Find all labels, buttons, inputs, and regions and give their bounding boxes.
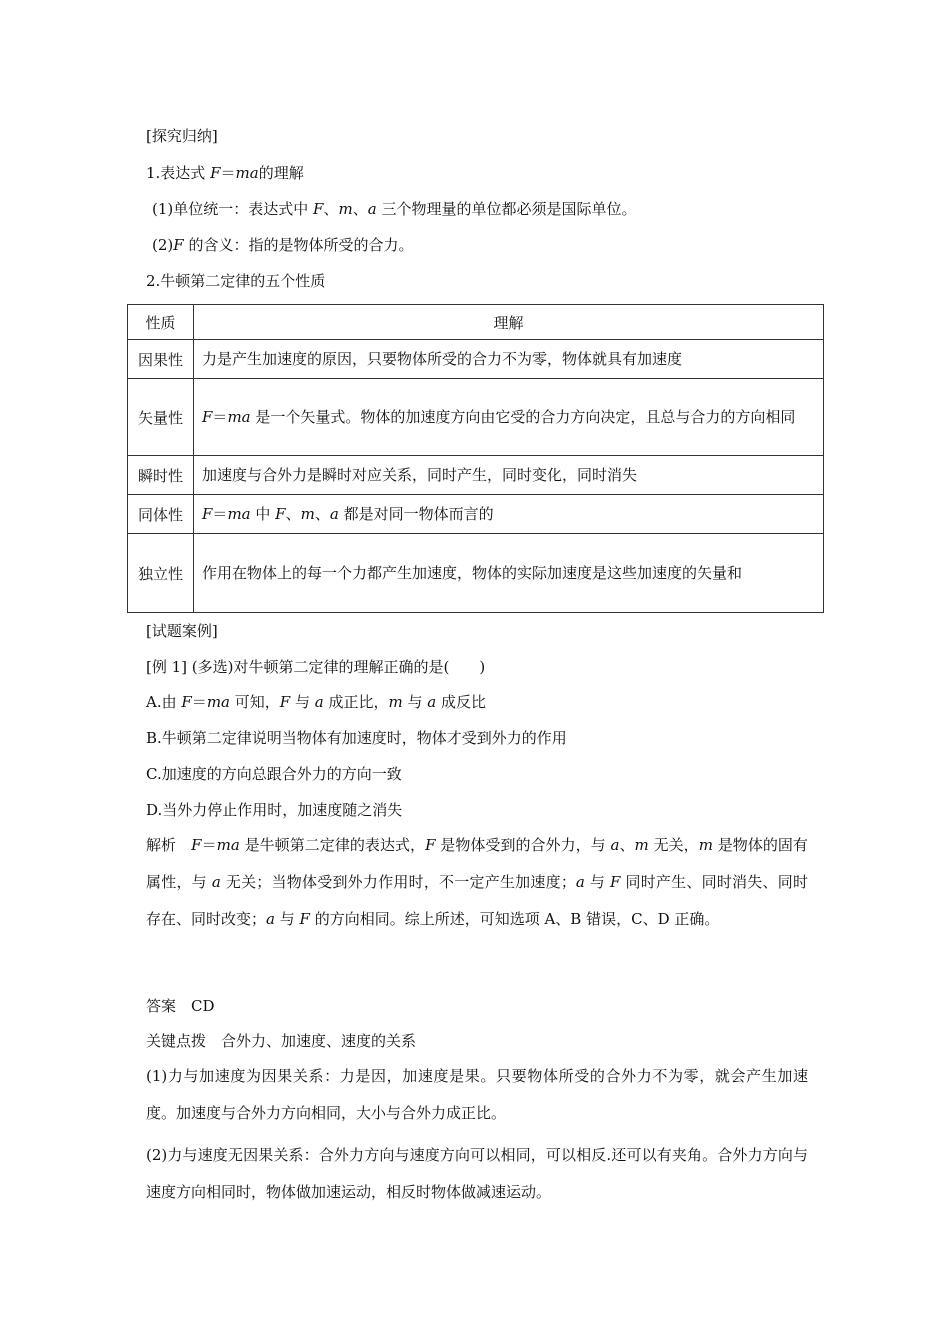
key-point-1: (1)力与加速度为因果关系：力是因，加速度是果。只要物体所受的合外力不为零，就会产生加速度。加速度与合外力方向相同，大小与合外力成正比。 xyxy=(146,1067,808,1122)
table-header-desc: 理解 xyxy=(194,305,824,340)
property-name: 矢量性 xyxy=(128,379,194,456)
option-a: A.由 F＝ma 可知，F 与 a 成正比，m 与 a 成反比 xyxy=(146,693,486,711)
item-1-1-text: (1)单位统一：表达式中 F、m、a 三个物理量的单位都必须是国际单位。 xyxy=(152,200,637,218)
analysis-label: 解析 xyxy=(146,836,177,854)
key-point-heading: 关键点拨 合外力、加速度、速度的关系 xyxy=(146,1032,417,1050)
section-cases-heading: [试题案例] xyxy=(146,622,218,640)
table-row xyxy=(128,379,824,456)
item-1-2-text: (2)F 的含义：指的是物体所受的合力。 xyxy=(152,236,414,254)
item-1-heading: 1.表达式 F＝ma的理解 xyxy=(146,164,304,182)
table-row xyxy=(128,340,824,379)
property-desc: F＝ma 中 F、m、a 都是对同一物体而言的 xyxy=(194,495,824,534)
properties-table xyxy=(127,304,824,613)
key-point-2: (2)力与速度无因果关系：合外力方向与速度方向可以相同，可以相反.还可以有夹角。合外力方向与速度方向相同时，物体做加速运动，相反时物体做减速运动。 xyxy=(146,1146,808,1201)
answer-line: 答案 CD xyxy=(146,997,215,1015)
property-desc: F＝ma 是一个矢量式。物体的加速度方向由它受的合力方向决定，且总与合力的方向相同 xyxy=(194,379,824,456)
property-desc: 加速度与合外力是瞬时对应关系，同时产生，同时变化，同时消失 xyxy=(194,456,824,495)
property-name: 独立性 xyxy=(128,534,194,613)
option-d: D.当外力停止作用时，加速度随之消失 xyxy=(146,801,403,819)
example-question: [例 1] (多选)对牛顿第二定律的理解正确的是( ) xyxy=(146,658,486,676)
table-header-name: 性质 xyxy=(128,305,194,340)
table-row xyxy=(128,456,824,495)
table-row xyxy=(128,495,824,534)
property-name: 因果性 xyxy=(128,340,194,379)
analysis-paragraph: 解析 F＝ma 是牛顿第二定律的表达式，F 是物体受到的合外力，与 a、m 无关，m 是物体的固有属性，与 a 无关；当物体受到外力作用时，不一定产生加速度；a 与 F 同时产生、同时消失、同时存在、同时改变；a 与 F 的方向相同。综上所述，可知选项 A、B 错误，C、D 正确。 xyxy=(146,836,808,928)
property-desc: 作用在物体上的每一个力都产生加速度，物体的实际加速度是这些加速度的矢量和 xyxy=(194,534,824,613)
property-desc: 力是产生加速度的原因，只要物体所受的合力不为零，物体就具有加速度 xyxy=(194,340,824,379)
property-name: 瞬时性 xyxy=(128,456,194,495)
property-name: 同体性 xyxy=(128,495,194,534)
section-explore-heading: [探究归纳] xyxy=(146,127,218,145)
table-header-row xyxy=(128,305,824,340)
option-b: B.牛顿第二定律说明当物体有加速度时，物体才受到外力的作用 xyxy=(146,729,567,747)
item-2-heading: 2.牛顿第二定律的五个性质 xyxy=(146,272,326,290)
table-row xyxy=(128,534,824,613)
option-c: C.加速度的方向总跟合外力的方向一致 xyxy=(146,765,402,783)
